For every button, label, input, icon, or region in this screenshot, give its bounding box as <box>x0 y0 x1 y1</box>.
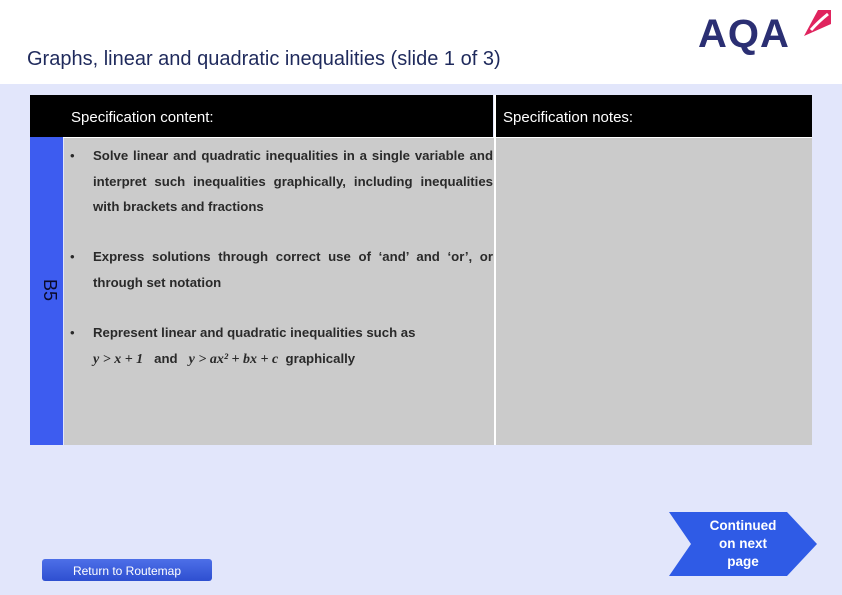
math-linear: y > x + 1 <box>93 351 144 367</box>
specification-notes-cell <box>496 138 812 445</box>
bullet-text-start: Represent linear and quadratic inequalities such as <box>93 325 416 340</box>
bullet-marker: • <box>70 148 75 163</box>
bullet-text <box>93 320 493 372</box>
bullet-text-end: graphically <box>285 350 356 366</box>
row-label: B5 <box>40 279 60 302</box>
continued-label[interactable] <box>695 517 791 571</box>
return-to-routemap-button[interactable]: Return to Routemap <box>42 559 212 581</box>
math-quadratic: y > ax² + bx + c <box>188 351 279 367</box>
logo-swoosh-icon <box>802 8 832 38</box>
page-title: Graphs, linear and quadratic inequalities (slide 1 of 3) <box>27 48 501 70</box>
continued-line: Continued <box>709 518 777 533</box>
aqa-logo <box>698 8 834 56</box>
logo-text: AQA <box>698 12 790 56</box>
side-band <box>30 95 63 445</box>
column-header: Specification notes: <box>503 109 634 126</box>
column-divider <box>494 95 496 445</box>
row-divider <box>63 137 812 138</box>
bullet-text: Solve linear and quadratic inequalities in a single variable and interpret such inequalities graphically, including inequalities with brackets and fractions <box>93 148 493 214</box>
bullet-marker: • <box>70 249 75 264</box>
header <box>0 0 842 84</box>
specification-content-cell <box>64 138 494 445</box>
column-header: Specification content: <box>71 109 214 126</box>
bullet-text: Express solutions through correct use of ‘and’ and ‘or’, or through set notation <box>93 249 493 290</box>
header-specification-notes <box>495 95 812 137</box>
conjunction: and <box>154 350 178 366</box>
header-specification-content <box>63 95 493 137</box>
continued-line: on next <box>718 536 767 551</box>
bullet-marker: • <box>70 325 75 340</box>
continued-line: page <box>727 554 759 569</box>
side-band-top <box>30 95 63 137</box>
specification-table <box>30 95 812 445</box>
